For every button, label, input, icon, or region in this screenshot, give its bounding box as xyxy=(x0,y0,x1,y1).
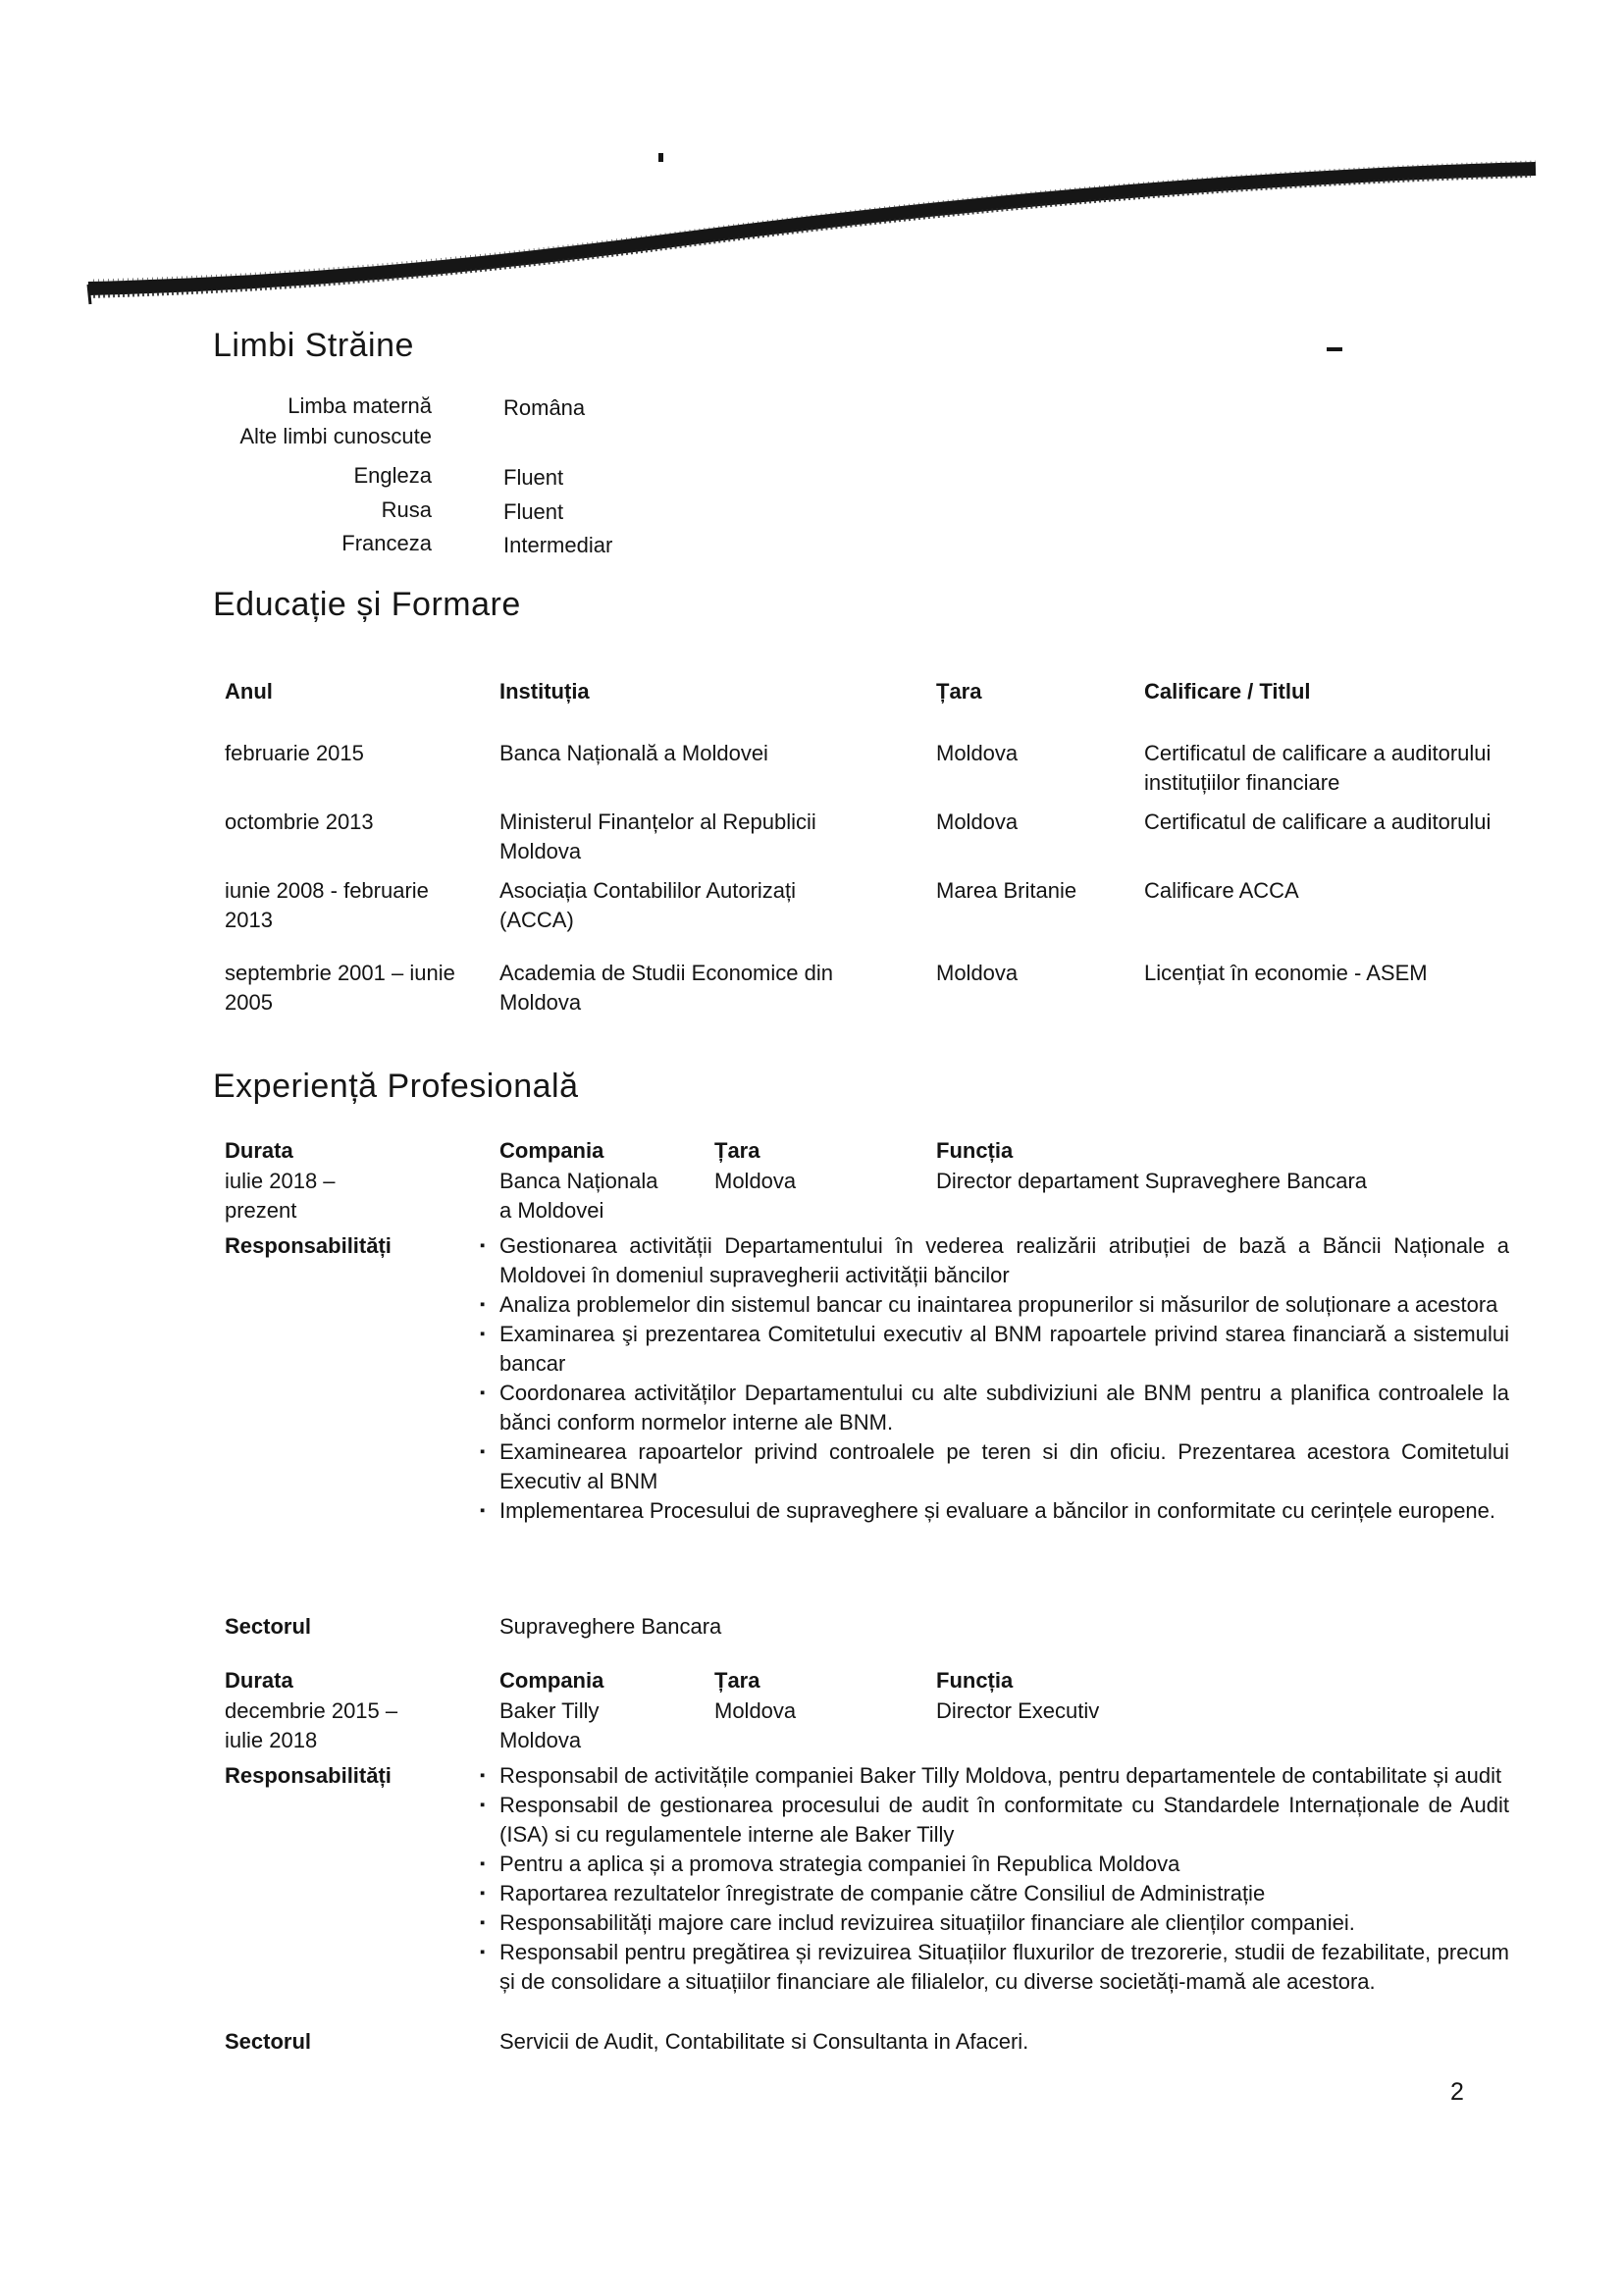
education-year: februarie 2015 xyxy=(225,741,364,765)
sector-label: Sectorul xyxy=(225,1614,312,1639)
job-col-role: Funcția xyxy=(936,1138,1014,1163)
responsibility-item: ▪ Analiza problemelor din sistemul bancar cu inaintarea propunerilor si măsurilor de soluționare a acestora xyxy=(480,1290,1509,1320)
native-language-value: Româna xyxy=(503,395,586,420)
bullet-icon: ▪ xyxy=(480,1944,486,1960)
scan-speck-right xyxy=(1327,347,1342,351)
education-col-country: Țara xyxy=(936,679,982,704)
sector-value: Supraveghere Bancara xyxy=(499,1614,722,1639)
section-title-languages: Limbi Străine xyxy=(213,327,414,364)
scan-fold-artifact xyxy=(0,0,1623,334)
education-header-row xyxy=(0,677,1623,706)
section-title-experience: Experiență Profesională xyxy=(213,1068,579,1105)
bullet-icon: ▪ xyxy=(480,1855,486,1872)
responsibilities-label: Responsabilități xyxy=(225,1763,392,1788)
bullet-icon: ▪ xyxy=(480,1443,486,1460)
scan-speck-top xyxy=(658,153,663,162)
responsibility-item: ▪ Implementarea Procesului de supraveghere și evaluare a băncilor in conformitate cu cerințele europene. xyxy=(480,1496,1509,1526)
responsibilities-list xyxy=(480,1761,1509,1997)
bullet-icon: ▪ xyxy=(480,1384,486,1401)
bullet-icon: ▪ xyxy=(480,1914,486,1931)
education-col-institution: Instituția xyxy=(499,679,590,704)
job-values-row xyxy=(0,1167,1623,1196)
education-qualification: Calificare ACCA xyxy=(1144,878,1299,903)
education-institution: Academia de Studii Economice din Moldova xyxy=(499,961,833,1015)
job-header-row xyxy=(0,1666,1623,1696)
education-qualification: Certificatul de calificare a auditorului instituțiilor financiare xyxy=(1144,741,1492,795)
job-col-role: Funcția xyxy=(936,1668,1014,1693)
education-country: Moldova xyxy=(936,809,1019,834)
education-row xyxy=(0,876,1623,932)
education-col-qualification: Calificare / Titlul xyxy=(1144,679,1311,704)
education-institution: Banca Națională a Moldovei xyxy=(499,741,768,765)
bullet-icon: ▪ xyxy=(480,1767,486,1784)
education-col-year: Anul xyxy=(225,679,273,704)
sector-value: Servicii de Audit, Contabilitate si Consultanta in Afaceri. xyxy=(499,2029,1029,2054)
job-values-row2 xyxy=(0,1726,1623,1755)
page-number: 2 xyxy=(1450,2078,1464,2106)
job-country: Moldova xyxy=(714,1169,797,1193)
job-col-duration: Durata xyxy=(225,1668,293,1693)
sector-label: Sectorul xyxy=(225,2029,312,2054)
other-languages-label: Alte limbi cunoscute xyxy=(239,424,432,448)
job-company-line2: Moldova xyxy=(499,1728,582,1752)
bullet-icon: ▪ xyxy=(480,1502,486,1519)
job-values-row2 xyxy=(0,1196,1623,1226)
job-company: Banca Naționala xyxy=(499,1169,658,1193)
language-label: Franceza xyxy=(341,531,432,555)
responsibility-item: ▪ Pentru a aplica și a promova strategia companiei în Republica Moldova xyxy=(480,1850,1509,1879)
responsibilities-list xyxy=(480,1231,1509,1526)
language-level: Fluent xyxy=(503,499,564,524)
language-level: Intermediar xyxy=(503,533,613,557)
language-level: Fluent xyxy=(503,465,564,490)
education-institution: Ministerul Finanțelor al Republicii Moldova xyxy=(499,809,816,863)
job-col-country: Țara xyxy=(714,1668,760,1693)
responsibility-item: ▪ Raportarea rezultatelor înregistrate de companie către Consiliul de Administrație xyxy=(480,1879,1509,1908)
bullet-icon: ▪ xyxy=(480,1296,486,1313)
education-institution: Asociația Contabililor Autorizați (ACCA) xyxy=(499,878,797,932)
responsibility-item: ▪ Responsabil de activitățile companiei Baker Tilly Moldova, pentru departamentele de contabilitate și audit xyxy=(480,1761,1509,1791)
education-row xyxy=(0,739,1623,795)
job-duration-line2: prezent xyxy=(225,1198,297,1223)
section-title-education: Educație și Formare xyxy=(213,586,521,623)
job-company: Baker Tilly xyxy=(499,1698,600,1723)
education-country: Marea Britanie xyxy=(936,878,1077,903)
job-company-line2: a Moldovei xyxy=(499,1198,604,1223)
job-header-row xyxy=(0,1136,1623,1166)
responsibility-item: ▪ Coordonarea activităților Departamentului cu alte subdiviziuni ale BNM pentru a planifica controalele la bănci conform normelor interne ale BNM. xyxy=(480,1381,1509,1435)
language-label: Rusa xyxy=(381,497,432,522)
job-col-company: Compania xyxy=(499,1138,604,1163)
job-role: Director Executiv xyxy=(936,1698,1100,1723)
language-label: Engleza xyxy=(353,463,432,488)
job-country: Moldova xyxy=(714,1698,797,1723)
responsibility-item: ▪ Gestionarea activității Departamentului în vederea realizării atribuției de bază a Băncii Naționale a Moldovei în domeniul supravegherii activității băncilor xyxy=(480,1233,1509,1287)
responsibility-item: ▪ Examinearea rapoartelor privind controalele pe teren si din oficiu. Prezentarea acestora Comitetului Executiv al BNM xyxy=(480,1439,1509,1493)
responsibility-item: ▪ Responsabil de gestionarea procesului de audit în conformitate cu Standardele Internaționale de Audit (ISA) si cu regulamentele interne ale Baker Tilly xyxy=(480,1793,1509,1847)
responsibility-item: ▪ Examinarea şi prezentarea Comitetului executiv al BNM rapoartele privind starea financiară a sistemului bancar xyxy=(480,1322,1509,1376)
native-language-label: Limba maternă xyxy=(288,393,432,418)
job-duration-line2: iulie 2018 xyxy=(225,1728,318,1752)
bullet-icon: ▪ xyxy=(480,1237,486,1254)
job-values-row xyxy=(0,1696,1623,1726)
education-year: iunie 2008 - februarie 2013 xyxy=(225,878,429,932)
bullet-icon: ▪ xyxy=(480,1885,486,1902)
education-row xyxy=(0,808,1623,863)
job-role: Director departament Supraveghere Bancara xyxy=(936,1169,1368,1193)
education-year: septembrie 2001 – iunie 2005 xyxy=(225,961,455,1015)
job-col-duration: Durata xyxy=(225,1138,293,1163)
job-col-country: Țara xyxy=(714,1138,760,1163)
education-row xyxy=(0,959,1623,1015)
job-duration: decembrie 2015 – xyxy=(225,1698,398,1723)
responsibility-item: ▪ Responsabil pentru pregătirea și revizuirea Situațiilor fluxurilor de trezorerie, studii de fezabilitate, precum și de consolidare a situațiilor financiare ale filialelor, cu diverse societăți-mamă ale acestora. xyxy=(480,1940,1509,1994)
education-country: Moldova xyxy=(936,741,1019,765)
bullet-icon: ▪ xyxy=(480,1797,486,1813)
responsibility-item: ▪ Responsabilități majore care includ revizuirea situațiilor financiare ale clienților companiei. xyxy=(480,1908,1509,1938)
education-qualification: Certificatul de calificare a auditorului xyxy=(1144,809,1492,834)
job-duration: iulie 2018 – xyxy=(225,1169,336,1193)
education-country: Moldova xyxy=(936,961,1019,985)
education-qualification: Licențiat în economie - ASEM xyxy=(1144,961,1428,985)
bullet-icon: ▪ xyxy=(480,1326,486,1342)
education-year: octombrie 2013 xyxy=(225,809,374,834)
responsibilities-label: Responsabilități xyxy=(225,1233,392,1258)
job-col-company: Compania xyxy=(499,1668,604,1693)
